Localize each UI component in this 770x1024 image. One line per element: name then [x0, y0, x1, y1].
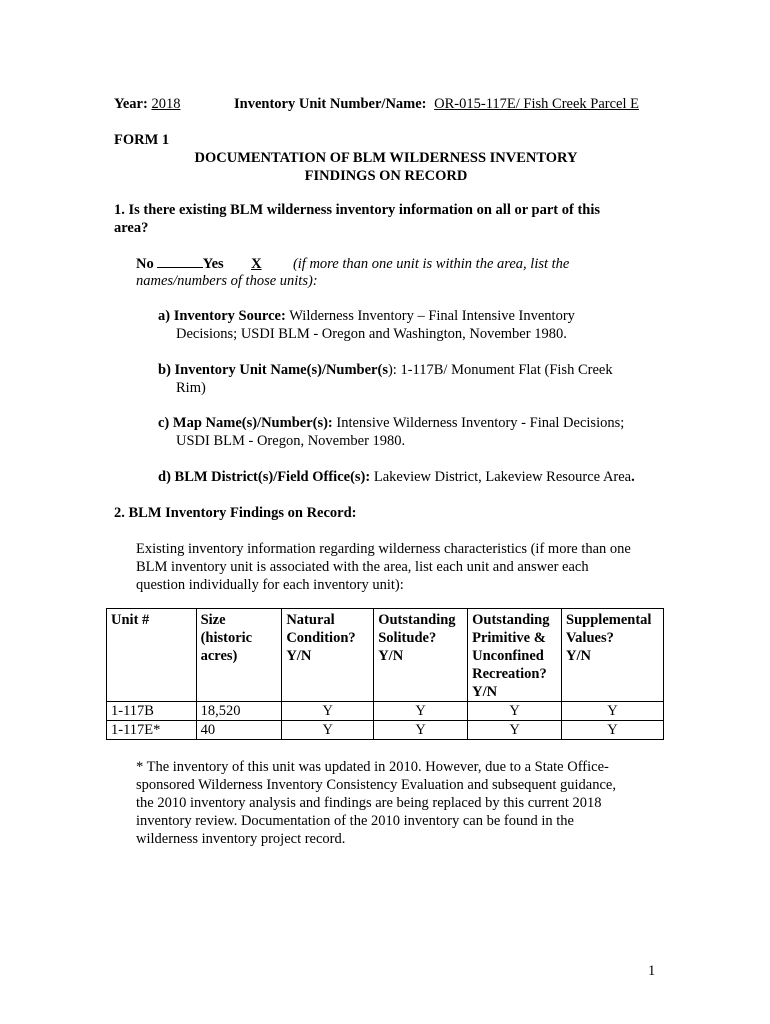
item-c-line2: USDI BLM - Oregon, November 1980. — [176, 433, 406, 449]
header-supplemental-line1: Supplemental — [566, 612, 652, 628]
header-natural-line2: Condition? — [286, 630, 356, 646]
header-solitude-line2: Solitude? — [378, 630, 437, 646]
table-header-row — [107, 609, 664, 702]
item-b-label: b) Inventory Unit Name(s)/Number(s — [158, 362, 388, 378]
header-recreation-line3: Unconfined — [472, 648, 544, 664]
cell-natural: Y — [282, 721, 374, 740]
cell-solitude: Y — [374, 702, 468, 721]
unit-value: OR-015-117E/ Fish Creek Parcel E — [434, 96, 639, 112]
item-b-line1: 1-117B/ Monument Flat (Fish Creek — [400, 362, 613, 378]
item-a-line1: Wilderness Inventory – Final Intensive Inventory — [289, 308, 575, 324]
cell-size: 40 — [196, 721, 282, 740]
yes-mark: X — [251, 256, 262, 272]
item-c-line1: Intensive Wilderness Inventory - Final Decisions; — [336, 415, 625, 431]
header-natural-line1: Natural — [286, 612, 335, 628]
header-size-line3: acres) — [200, 648, 238, 664]
q1-question-line1: 1. Is there existing BLM wilderness inventory information on all or part of this — [114, 202, 601, 218]
footnote-line1: * The inventory of this unit was updated in 2010. However, due to a State Office- — [136, 759, 609, 775]
header-supplemental-line3: Y/N — [566, 648, 592, 664]
findings-table — [106, 608, 664, 740]
cell-unit: 1-117B — [107, 702, 197, 721]
q2-intro-line2: BLM inventory unit is associated with the area, list each unit and answer each — [136, 559, 589, 575]
q1-note-line2-wrap — [136, 272, 318, 290]
q1-note-line1: (if more than one unit is within the area, list the — [292, 256, 570, 272]
footnote-line2: sponsored Wilderness Inventory Consistency Evaluation and subsequent guidance, — [136, 777, 616, 793]
header-solitude — [374, 609, 468, 702]
header-supplemental — [562, 609, 664, 702]
q2-intro-line1: Existing inventory information regarding wilderness characteristics (if more than one — [136, 541, 631, 557]
header-size-line1: Size — [200, 612, 226, 628]
table-row — [107, 721, 664, 740]
cell-supplemental: Y — [562, 702, 664, 721]
cell-unit: 1-117E* — [107, 721, 197, 740]
item-c — [158, 414, 624, 432]
item-a-line2: Decisions; USDI BLM - Oregon and Washington, November 1980. — [176, 326, 567, 342]
unit-label: Inventory Unit Number/Name: — [234, 96, 427, 112]
item-d-end: . — [631, 469, 635, 485]
header-unit — [107, 609, 197, 702]
unit-field — [234, 95, 639, 113]
form-title-line1: DOCUMENTATION OF BLM WILDERNESS INVENTORY — [194, 150, 578, 166]
form-label: FORM 1 — [114, 132, 170, 148]
header-recreation-line2: Primitive & — [472, 630, 546, 646]
header-solitude-line1: Outstanding — [378, 612, 456, 628]
cell-recreation: Y — [468, 702, 562, 721]
header-recreation-line1: Outstanding — [472, 612, 550, 628]
year-label: Year: — [114, 96, 148, 112]
item-c-label: c) Map Name(s)/Number(s): — [158, 415, 333, 431]
item-b-line2: Rim) — [176, 380, 206, 396]
header-solitude-line3: Y/N — [378, 648, 404, 664]
page-number: 1 — [648, 963, 656, 979]
cell-natural: Y — [282, 702, 374, 721]
footnote-line3: the 2010 inventory analysis and findings are being replaced by this current 2018 — [136, 795, 602, 811]
cell-solitude: Y — [374, 721, 468, 740]
year-field — [114, 95, 197, 113]
footnote-line4: inventory review. Documentation of the 2010 inventory can be found in the — [136, 813, 574, 829]
item-b-label-tail: ): — [387, 362, 397, 378]
header-recreation-line4: Recreation? — [472, 666, 547, 682]
header-natural-line3: Y/N — [286, 648, 312, 664]
item-d-line1: Lakeview District, Lakeview Resource Area — [373, 469, 632, 485]
header-recreation — [468, 609, 562, 702]
table-row — [107, 702, 664, 721]
item-a — [158, 307, 575, 325]
cell-recreation: Y — [468, 721, 562, 740]
header-natural — [282, 609, 374, 702]
q1-question-line2: area? — [114, 220, 149, 236]
cell-supplemental: Y — [562, 721, 664, 740]
item-a-label: a) Inventory Source: — [158, 308, 286, 324]
q2-intro-line3: question individually for each inventory unit): — [136, 577, 404, 593]
item-b — [158, 361, 613, 379]
header-size — [196, 609, 282, 702]
q2-heading: 2. BLM Inventory Findings on Record: — [114, 505, 357, 521]
header-unit-line: Unit # — [111, 612, 150, 628]
no-label: No — [136, 256, 154, 272]
item-d — [158, 468, 635, 486]
q1-answer-line — [136, 254, 569, 273]
yes-label: Yes — [202, 256, 224, 272]
header-recreation-line5: Y/N — [472, 684, 498, 700]
header-size-line2: (historic — [200, 630, 253, 646]
year-value: 2018 — [151, 96, 181, 112]
form-title-line2: FINDINGS ON RECORD — [304, 168, 468, 184]
no-blank — [157, 254, 203, 268]
item-d-label: d) BLM District(s)/Field Office(s): — [158, 469, 371, 485]
header-supplemental-line2: Values? — [566, 630, 614, 646]
footnote-line5: wilderness inventory project record. — [136, 831, 346, 847]
cell-size: 18,520 — [196, 702, 282, 721]
q1-note-line2: names/numbers of those units): — [136, 273, 318, 289]
